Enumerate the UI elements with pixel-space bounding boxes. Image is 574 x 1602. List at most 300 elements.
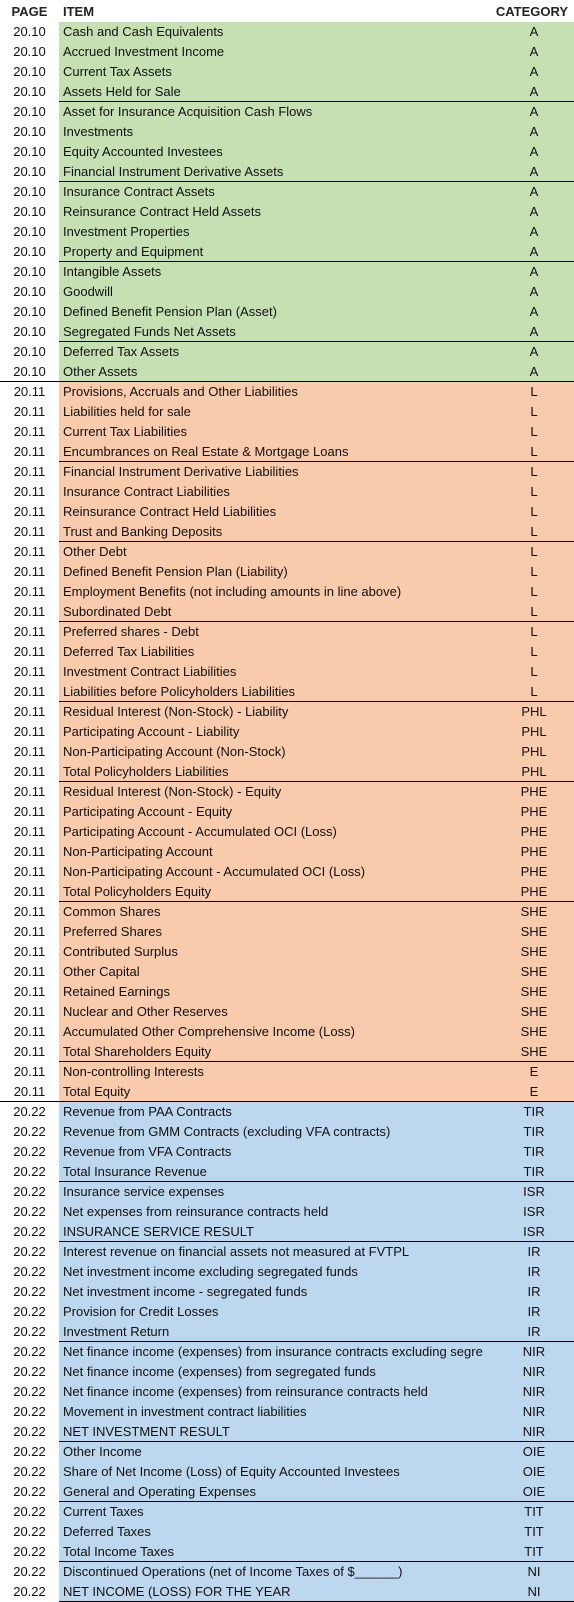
- table-row: [0, 942, 574, 962]
- cell-page: 20.10: [0, 322, 59, 342]
- cell-item: Insurance Contract Liabilities: [59, 482, 494, 502]
- cell-page: 20.22: [0, 1562, 59, 1582]
- cell-item: Current Tax Liabilities: [59, 422, 494, 442]
- cell-item: Liabilities held for sale: [59, 402, 494, 422]
- cell-category: SHE: [494, 902, 574, 922]
- cell-page: 20.22: [0, 1222, 59, 1242]
- cell-category: IR: [494, 1282, 574, 1302]
- table-row: [0, 962, 574, 982]
- table-row: [0, 882, 574, 902]
- cell-item: Common Shares: [59, 902, 494, 922]
- cell-item: Goodwill: [59, 282, 494, 302]
- cell-category: NIR: [494, 1382, 574, 1402]
- cell-item: Net finance income (expenses) from insurance contracts excluding segre: [59, 1342, 494, 1362]
- cell-item: Asset for Insurance Acquisition Cash Flows: [59, 102, 494, 122]
- cell-category: L: [494, 542, 574, 562]
- cell-category: IR: [494, 1302, 574, 1322]
- cell-item: Deferred Tax Liabilities: [59, 642, 494, 662]
- table-row: [0, 1502, 574, 1522]
- table-row: [0, 42, 574, 62]
- cell-page: 20.22: [0, 1542, 59, 1562]
- cell-category: A: [494, 82, 574, 102]
- cell-page: 20.10: [0, 122, 59, 142]
- cell-category: NI: [494, 1562, 574, 1582]
- table-row: [0, 1302, 574, 1322]
- cell-category: A: [494, 362, 574, 381]
- cell-category: E: [494, 1062, 574, 1082]
- cell-category: PHE: [494, 842, 574, 862]
- cell-category: L: [494, 382, 574, 402]
- cell-page: 20.11: [0, 462, 59, 482]
- table-row: [0, 262, 574, 282]
- table-row: [0, 182, 574, 202]
- cell-category: A: [494, 62, 574, 82]
- cell-category: A: [494, 122, 574, 142]
- cell-page: 20.11: [0, 562, 59, 582]
- cell-category: A: [494, 342, 574, 362]
- cell-page: 20.10: [0, 222, 59, 242]
- cell-category: A: [494, 222, 574, 242]
- cell-category: A: [494, 302, 574, 322]
- table-row: [0, 1242, 574, 1262]
- cell-category: A: [494, 162, 574, 182]
- cell-item: Other Income: [59, 1442, 494, 1462]
- cell-category: L: [494, 402, 574, 422]
- table-row: [0, 1202, 574, 1222]
- table-row: [0, 1042, 574, 1062]
- table-row: [0, 782, 574, 802]
- cell-page: 20.11: [0, 602, 59, 622]
- table-row: [0, 382, 574, 402]
- table-row: [0, 822, 574, 842]
- cell-page: 20.11: [0, 422, 59, 442]
- table-row: [0, 1122, 574, 1142]
- table-row: [0, 1322, 574, 1342]
- table-row: [0, 1102, 574, 1122]
- table-row: [0, 1142, 574, 1162]
- cell-item: Accumulated Other Comprehensive Income (Loss): [59, 1022, 494, 1042]
- cell-category: L: [494, 562, 574, 582]
- header-row: [0, 0, 574, 22]
- cell-page: 20.22: [0, 1502, 59, 1522]
- cell-item: Deferred Tax Assets: [59, 342, 494, 362]
- cell-page: 20.11: [0, 522, 59, 542]
- cell-category: L: [494, 622, 574, 642]
- cell-item: Movement in investment contract liabilities: [59, 1402, 494, 1422]
- cell-page: 20.22: [0, 1442, 59, 1462]
- cell-category: TIT: [494, 1502, 574, 1522]
- cell-item: Residual Interest (Non-Stock) - Liability: [59, 702, 494, 722]
- cell-item: Non-Participating Account - Accumulated OCI (Loss): [59, 862, 494, 882]
- table-row: [0, 1442, 574, 1462]
- table-row: [0, 222, 574, 242]
- cell-page: 20.22: [0, 1242, 59, 1262]
- cell-item: Revenue from PAA Contracts: [59, 1102, 494, 1122]
- cell-item: Defined Benefit Pension Plan (Asset): [59, 302, 494, 322]
- table-row: [0, 1282, 574, 1302]
- table-row: [0, 1462, 574, 1482]
- cell-category: L: [494, 682, 574, 702]
- cell-category: SHE: [494, 1042, 574, 1062]
- table-row: [0, 862, 574, 882]
- cell-category: IR: [494, 1262, 574, 1282]
- cell-category: A: [494, 322, 574, 342]
- cell-category: L: [494, 662, 574, 682]
- cell-category: SHE: [494, 982, 574, 1002]
- cell-item: Other Debt: [59, 542, 494, 562]
- cell-item: Investments: [59, 122, 494, 142]
- cell-item: Property and Equipment: [59, 242, 494, 262]
- table-row: [0, 62, 574, 82]
- cell-page: 20.22: [0, 1342, 59, 1362]
- cell-page: 20.22: [0, 1402, 59, 1422]
- table-row: [0, 22, 574, 42]
- cell-item: Other Assets: [59, 362, 494, 381]
- cell-page: 20.10: [0, 302, 59, 322]
- cell-category: PHL: [494, 762, 574, 782]
- cell-item: Deferred Taxes: [59, 1522, 494, 1542]
- cell-page: 20.11: [0, 822, 59, 842]
- cell-item: Investment Contract Liabilities: [59, 662, 494, 682]
- table-row: [0, 1162, 574, 1182]
- table-row: [0, 1262, 574, 1282]
- table-row: [0, 902, 574, 922]
- cell-page: 20.22: [0, 1182, 59, 1202]
- cell-page: 20.22: [0, 1142, 59, 1162]
- table-row: [0, 102, 574, 122]
- cell-page: 20.11: [0, 622, 59, 642]
- cell-category: A: [494, 242, 574, 262]
- cell-category: A: [494, 102, 574, 122]
- table-row: [0, 342, 574, 362]
- cell-category: SHE: [494, 1002, 574, 1022]
- table-row: [0, 502, 574, 522]
- cell-page: 20.11: [0, 662, 59, 682]
- cell-page: 20.22: [0, 1302, 59, 1322]
- cell-category: PHL: [494, 702, 574, 722]
- cell-page: 20.10: [0, 182, 59, 202]
- cell-category: L: [494, 602, 574, 622]
- cell-page: 20.11: [0, 542, 59, 562]
- cell-item: Subordinated Debt: [59, 602, 494, 622]
- table-row: [0, 1082, 574, 1102]
- cell-category: ISR: [494, 1182, 574, 1202]
- cell-item: Net expenses from reinsurance contracts held: [59, 1202, 494, 1222]
- table-row: [0, 762, 574, 782]
- cell-category: ISR: [494, 1222, 574, 1242]
- header-page: PAGE: [11, 3, 48, 19]
- cell-category: PHE: [494, 782, 574, 802]
- cell-item: Accrued Investment Income: [59, 42, 494, 62]
- table-row: [0, 1402, 574, 1422]
- cell-item: Preferred Shares: [59, 922, 494, 942]
- cell-page: 20.22: [0, 1282, 59, 1302]
- cell-page: 20.11: [0, 1022, 59, 1042]
- cell-page: 20.11: [0, 1002, 59, 1022]
- cell-category: NIR: [494, 1342, 574, 1362]
- cell-category: L: [494, 462, 574, 482]
- table-row: [0, 362, 574, 382]
- cell-page: 20.11: [0, 1042, 59, 1062]
- cell-page: 20.22: [0, 1122, 59, 1142]
- cell-page: 20.11: [0, 902, 59, 922]
- cell-category: PHL: [494, 742, 574, 762]
- table-row: [0, 1542, 574, 1562]
- table-row: [0, 922, 574, 942]
- cell-category: A: [494, 22, 574, 42]
- cell-page: 20.11: [0, 762, 59, 782]
- cell-category: L: [494, 422, 574, 442]
- cell-item: Provisions, Accruals and Other Liabilities: [59, 382, 494, 402]
- cell-item: Provision for Credit Losses: [59, 1302, 494, 1322]
- cell-item: Revenue from GMM Contracts (excluding VFA contracts): [59, 1122, 494, 1142]
- cell-item: Participating Account - Liability: [59, 722, 494, 742]
- cell-item: Preferred shares - Debt: [59, 622, 494, 642]
- cell-category: A: [494, 142, 574, 162]
- cell-item: Nuclear and Other Reserves: [59, 1002, 494, 1022]
- table-row: [0, 1482, 574, 1502]
- cell-item: Equity Accounted Investees: [59, 142, 494, 162]
- table-row: [0, 1422, 574, 1442]
- table-row: [0, 1062, 574, 1082]
- cell-page: 20.11: [0, 482, 59, 502]
- table-row: [0, 1562, 574, 1582]
- cell-category: OIE: [494, 1462, 574, 1482]
- cell-page: 20.10: [0, 62, 59, 82]
- cell-page: 20.22: [0, 1162, 59, 1182]
- cell-page: 20.11: [0, 962, 59, 982]
- cell-category: SHE: [494, 922, 574, 942]
- cell-page: 20.10: [0, 282, 59, 302]
- cell-page: 20.10: [0, 242, 59, 262]
- cell-page: 20.22: [0, 1262, 59, 1282]
- cell-item: Current Tax Assets: [59, 62, 494, 82]
- cell-page: 20.11: [0, 982, 59, 1002]
- cell-page: 20.11: [0, 1082, 59, 1101]
- cell-category: TIR: [494, 1122, 574, 1142]
- cell-category: TIT: [494, 1542, 574, 1562]
- cell-item: Net investment income excluding segregated funds: [59, 1262, 494, 1282]
- cell-category: PHE: [494, 802, 574, 822]
- table-row: [0, 562, 574, 582]
- cell-page: 20.11: [0, 842, 59, 862]
- cell-page: 20.10: [0, 162, 59, 182]
- cell-item: NET INVESTMENT RESULT: [59, 1422, 494, 1442]
- cell-category: NIR: [494, 1362, 574, 1382]
- cell-item: Investment Properties: [59, 222, 494, 242]
- cell-item: Current Taxes: [59, 1502, 494, 1522]
- table-row: [0, 1222, 574, 1242]
- cell-category: SHE: [494, 942, 574, 962]
- table-row: [0, 642, 574, 662]
- cell-page: 20.11: [0, 702, 59, 722]
- table-row: [0, 482, 574, 502]
- cell-page: 20.22: [0, 1202, 59, 1222]
- cell-category: PHE: [494, 822, 574, 842]
- cell-page: 20.22: [0, 1462, 59, 1482]
- cell-item: Retained Earnings: [59, 982, 494, 1002]
- cell-category: L: [494, 482, 574, 502]
- cell-item: Non-Participating Account: [59, 842, 494, 862]
- table-row: [0, 202, 574, 222]
- cell-page: 20.10: [0, 22, 59, 42]
- cell-page: 20.22: [0, 1382, 59, 1402]
- table-row: [0, 1522, 574, 1542]
- table-row: [0, 1582, 574, 1602]
- cell-item: Total Income Taxes: [59, 1542, 494, 1562]
- table-row: [0, 242, 574, 262]
- cell-page: 20.22: [0, 1522, 59, 1542]
- cell-page: 20.10: [0, 102, 59, 122]
- cell-item: Financial Instrument Derivative Liabilities: [59, 462, 494, 482]
- table-row: [0, 1182, 574, 1202]
- cell-item: Employment Benefits (not including amounts in line above): [59, 582, 494, 602]
- table-row: [0, 622, 574, 642]
- table-row: [0, 1362, 574, 1382]
- cell-category: SHE: [494, 962, 574, 982]
- cell-item: Trust and Banking Deposits: [59, 522, 494, 542]
- cell-page: 20.11: [0, 882, 59, 902]
- cell-item: Assets Held for Sale: [59, 82, 494, 102]
- header-item: ITEM: [63, 3, 95, 19]
- table-row: [0, 1382, 574, 1402]
- cell-page: 20.10: [0, 82, 59, 102]
- table-row: [0, 602, 574, 622]
- cell-item: Net finance income (expenses) from reinsurance contracts held: [59, 1382, 494, 1402]
- cell-item: Net finance income (expenses) from segregated funds: [59, 1362, 494, 1382]
- cell-category: SHE: [494, 1022, 574, 1042]
- cell-item: Participating Account - Equity: [59, 802, 494, 822]
- table-row: [0, 82, 574, 102]
- cell-item: Non-Participating Account (Non-Stock): [59, 742, 494, 762]
- cell-page: 20.11: [0, 942, 59, 962]
- cell-category: E: [494, 1082, 574, 1101]
- cell-page: 20.22: [0, 1322, 59, 1342]
- cell-category: TIR: [494, 1162, 574, 1182]
- table-row: [0, 582, 574, 602]
- cell-page: 20.11: [0, 402, 59, 422]
- cell-item: Investment Return: [59, 1322, 494, 1342]
- cell-item: Interest revenue on financial assets not measured at FVTPL: [59, 1242, 494, 1262]
- cell-page: 20.11: [0, 802, 59, 822]
- cell-category: PHL: [494, 722, 574, 742]
- cell-category: L: [494, 522, 574, 542]
- cell-page: 20.10: [0, 262, 59, 282]
- cell-page: 20.10: [0, 42, 59, 62]
- cell-category: A: [494, 182, 574, 202]
- cell-page: 20.22: [0, 1482, 59, 1502]
- cell-page: 20.11: [0, 922, 59, 942]
- table-row: [0, 662, 574, 682]
- table-row: [0, 982, 574, 1002]
- cell-page: 20.11: [0, 642, 59, 662]
- table-row: [0, 542, 574, 562]
- cell-page: 20.10: [0, 362, 59, 381]
- table-row: [0, 1002, 574, 1022]
- table-row: [0, 122, 574, 142]
- cell-category: NIR: [494, 1402, 574, 1422]
- cell-page: 20.10: [0, 142, 59, 162]
- cell-item: INSURANCE SERVICE RESULT: [59, 1222, 494, 1242]
- cell-category: PHE: [494, 882, 574, 902]
- table-row: [0, 322, 574, 342]
- cell-item: General and Operating Expenses: [59, 1482, 494, 1502]
- cell-category: A: [494, 262, 574, 282]
- table-row: [0, 302, 574, 322]
- cell-item: Total Insurance Revenue: [59, 1162, 494, 1182]
- cell-page: 20.22: [0, 1362, 59, 1382]
- table-row: [0, 422, 574, 442]
- table-row: [0, 1342, 574, 1362]
- cell-item: Segregated Funds Net Assets: [59, 322, 494, 342]
- cell-category: TIR: [494, 1102, 574, 1122]
- cell-page: 20.11: [0, 1062, 59, 1082]
- table-row: [0, 402, 574, 422]
- cell-page: 20.11: [0, 442, 59, 462]
- cell-page: 20.11: [0, 382, 59, 402]
- cell-category: ISR: [494, 1202, 574, 1222]
- cell-category: IR: [494, 1242, 574, 1262]
- cell-item: Participating Account - Accumulated OCI (Loss): [59, 822, 494, 842]
- cell-category: TIT: [494, 1522, 574, 1542]
- cell-item: Intangible Assets: [59, 262, 494, 282]
- cell-item: Total Equity: [59, 1082, 494, 1101]
- cell-category: IR: [494, 1322, 574, 1342]
- cell-page: 20.11: [0, 722, 59, 742]
- cell-category: A: [494, 282, 574, 302]
- cell-item: Defined Benefit Pension Plan (Liability): [59, 562, 494, 582]
- table-row: [0, 142, 574, 162]
- table-row: [0, 742, 574, 762]
- table-row: [0, 162, 574, 182]
- cell-item: Share of Net Income (Loss) of Equity Accounted Investees: [59, 1462, 494, 1482]
- cell-item: Total Shareholders Equity: [59, 1042, 494, 1062]
- cell-category: L: [494, 582, 574, 602]
- cell-category: L: [494, 642, 574, 662]
- table-row: [0, 722, 574, 742]
- table-row: [0, 462, 574, 482]
- cell-item: Encumbrances on Real Estate & Mortgage Loans: [59, 442, 494, 462]
- cell-item: Other Capital: [59, 962, 494, 982]
- cell-category: OIE: [494, 1482, 574, 1502]
- cell-page: 20.10: [0, 342, 59, 362]
- cell-item: Non-controlling Interests: [59, 1062, 494, 1082]
- table-row: [0, 1022, 574, 1042]
- cell-item: NET INCOME (LOSS) FOR THE YEAR: [59, 1582, 494, 1602]
- table-row: [0, 682, 574, 702]
- cell-page: 20.11: [0, 682, 59, 702]
- cell-category: PHE: [494, 862, 574, 882]
- cell-page: 20.11: [0, 742, 59, 762]
- cell-category: NI: [494, 1582, 574, 1602]
- table-row: [0, 442, 574, 462]
- header-category: CATEGORY: [495, 3, 569, 19]
- cell-item: Financial Instrument Derivative Assets: [59, 162, 494, 182]
- cell-page: 20.10: [0, 202, 59, 222]
- cell-item: Contributed Surplus: [59, 942, 494, 962]
- cell-page: 20.11: [0, 582, 59, 602]
- table-body: [0, 22, 574, 1602]
- table-row: [0, 802, 574, 822]
- cell-item: Revenue from VFA Contracts: [59, 1142, 494, 1162]
- cell-page: 20.22: [0, 1102, 59, 1122]
- cell-item: Liabilities before Policyholders Liabilities: [59, 682, 494, 702]
- cell-page: 20.11: [0, 502, 59, 522]
- cell-item: Reinsurance Contract Held Liabilities: [59, 502, 494, 522]
- cell-item: Total Policyholders Liabilities: [59, 762, 494, 782]
- cell-category: OIE: [494, 1442, 574, 1462]
- table-row: [0, 522, 574, 542]
